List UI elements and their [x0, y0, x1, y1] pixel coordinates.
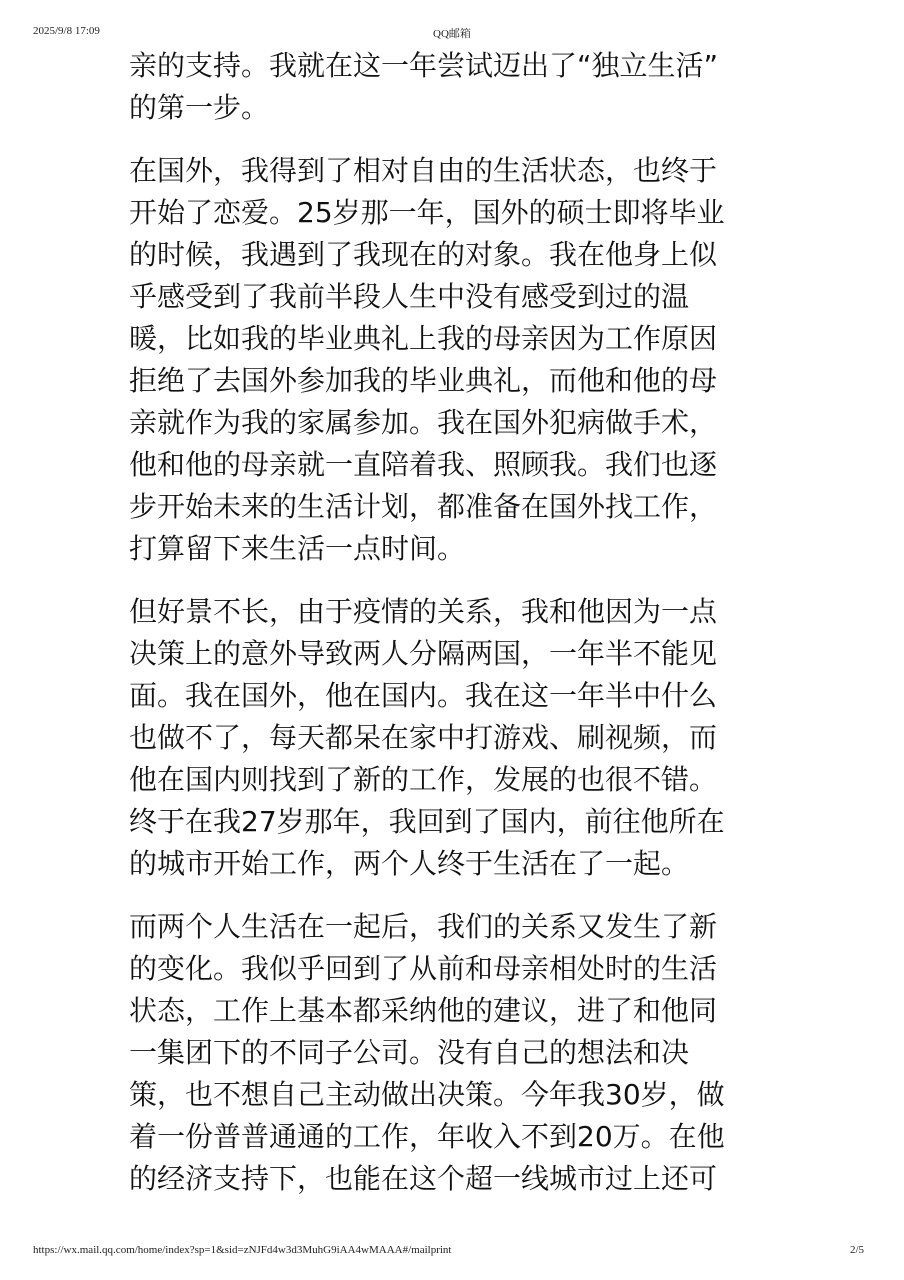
paragraph — [129, 45, 769, 129]
page-title: QQ邮箱 — [433, 28, 471, 40]
text-line: 面。我在国外，他在国内。我在这一年半中什么 — [129, 679, 718, 712]
page-number: 2/5 — [849, 1244, 864, 1256]
text-line: 着一份普普通通的工作，年收入不到20万。在他 — [129, 1120, 725, 1153]
text-line: 但好景不长，由于疫情的关系，我和他因为一点 — [129, 595, 718, 628]
text-line: 决策上的意外导致两人分隔两国，一年半不能见 — [129, 637, 718, 670]
email-body — [129, 45, 769, 1221]
paragraph — [129, 591, 769, 885]
text-line: 的经济支持下，也能在这个超一线城市过上还可 — [129, 1162, 718, 1195]
text-line: 亲就作为我的家属参加。我在国外犯病做手术， — [129, 406, 718, 439]
text-line: 在国外，我得到了相对自由的生活状态，也终于 — [129, 154, 718, 187]
text-line: 乎感受到了我前半段人生中没有感受到过的温 — [129, 280, 690, 313]
text-line: 他在国内则找到了新的工作，发展的也很不错。 — [129, 763, 718, 796]
text-line: 终于在我27岁那年，我回到了国内，前往他所在 — [129, 805, 725, 838]
text-line: 状态，工作上基本都采纳他的建议，进了和他同 — [129, 994, 718, 1027]
text-line: 的城市开始工作，两个人终于生活在了一起。 — [129, 847, 690, 880]
text-line: 开始了恋爱。25岁那一年，国外的硕士即将毕业 — [129, 196, 725, 229]
paragraph — [129, 906, 769, 1200]
text-line: 亲的支持。我就在这一年尝试迈出了“独立生活” — [129, 49, 719, 82]
text-line: 步开始未来的生活计划，都准备在国外找工作， — [129, 490, 718, 523]
text-line: 暖，比如我的毕业典礼上我的母亲因为工作原因 — [129, 322, 718, 355]
text-line: 的第一步。 — [129, 91, 270, 124]
text-line: 拒绝了去国外参加我的毕业典礼，而他和他的母 — [129, 364, 718, 397]
paragraph — [129, 150, 769, 570]
text-line: 他和他的母亲就一直陪着我、照顾我。我们也逐 — [129, 448, 718, 481]
page-url: https://wx.mail.qq.com/home/index?sp=1&sid=zNJFd4w3d3MuhG9iAA4wMAAA#/mailprint — [33, 1244, 452, 1256]
text-line: 的时候，我遇到了我现在的对象。我在他身上似 — [129, 238, 718, 271]
text-line: 打算留下来生活一点时间。 — [129, 532, 466, 565]
text-line: 而两个人生活在一起后，我们的关系又发生了新 — [129, 910, 718, 943]
text-line: 也做不了，每天都呆在家中打游戏、刷视频，而 — [129, 721, 718, 754]
text-line: 策，也不想自己主动做出决策。今年我30岁，做 — [129, 1078, 725, 1111]
text-line: 一集团下的不同子公司。没有自己的想法和决 — [129, 1036, 690, 1069]
print-datetime: 2025/9/8 17:09 — [33, 25, 100, 37]
text-line: 的变化。我似乎回到了从前和母亲相处时的生活 — [129, 952, 718, 985]
